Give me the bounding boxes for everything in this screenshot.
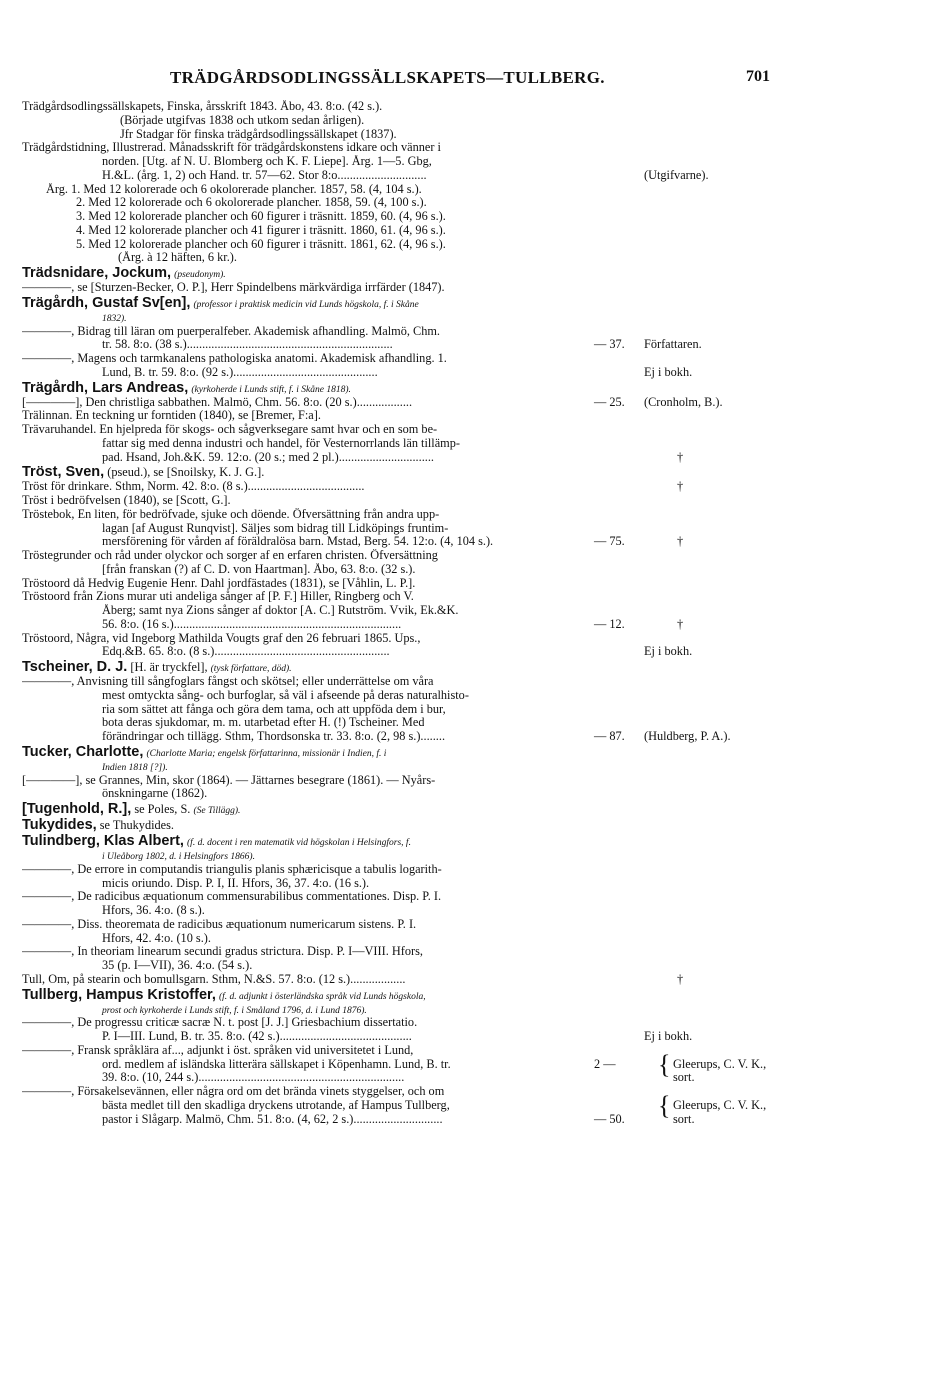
catalog-line xyxy=(22,464,802,480)
entry-price: — 37. xyxy=(594,337,625,352)
catalog-line xyxy=(22,703,802,717)
entry-text: Trädgårdsodlingssällskapets, Finska, årsskrift 1843. Åbo, 43. 8:o. (42 s.). xyxy=(22,100,383,113)
catalog-line xyxy=(22,535,802,549)
catalog-line xyxy=(22,522,802,536)
entry-publisher: Ej i bokh. xyxy=(644,1029,693,1043)
catalog-line xyxy=(22,904,802,918)
entry-headword: Tukydides, xyxy=(22,817,97,833)
catalog-line xyxy=(22,590,802,604)
entry-text: ————, Magens och tarmkanalens pathologiska anatomi. Akademisk afhandling. 1. xyxy=(22,352,447,365)
entry-publisher: (Utgifvarne). xyxy=(644,167,709,182)
catalog-line xyxy=(22,973,802,987)
entry-text: Trävaruhandel. En hjelpreda för skogs- och sågverksegare samt hvar och en som be- xyxy=(22,423,438,436)
catalog-line xyxy=(22,890,802,904)
entry-text: ————, De radicibus æquationum commensurabilibus commentationes. Disp. P. I. xyxy=(22,890,442,904)
page-number: 701 xyxy=(746,68,770,85)
catalog-line xyxy=(22,716,802,730)
entry-headword: Tulindberg, Klas Albert, xyxy=(22,833,184,849)
entry-text: Tröstoord då Hedvig Eugenie Henr. Dahl jordfästades (1831), se [Våhlin, L. P.]. xyxy=(22,576,416,590)
entry-text: Tröstebok, En liten, för bedröfvade, sjuke och döende. Öfversättning från andra upp- xyxy=(22,507,440,521)
dagger-mark: † xyxy=(677,971,684,986)
catalog-line xyxy=(22,945,802,959)
running-header xyxy=(0,68,928,92)
entry-publisher: Gleerups, C. V. K., xyxy=(673,1097,767,1112)
catalog-line xyxy=(22,1016,802,1030)
catalog-line xyxy=(22,817,802,833)
entry-text: 56. 8:o. (16 s.).......................................................................... xyxy=(102,617,402,631)
entry-text: lagan [af August Runqvist]. Säljes som bidrag till Lidköpings fruntim- xyxy=(102,521,449,535)
entry-text: ord. medlem af isländska litterära sällskapet i Köpenhamn. Lund, B. tr. xyxy=(102,1057,451,1071)
entry-text: Hfors, 36. 4:o. (8 s.). xyxy=(102,904,205,917)
catalog-line xyxy=(22,730,802,744)
catalog-line xyxy=(22,1085,802,1099)
catalog-line xyxy=(22,183,802,197)
entry-text: Tull, Om, på stearin och bomullsgarn. Sthm, N.&S. 57. 8:o. (12 s.).................. xyxy=(22,972,406,986)
catalog-line xyxy=(22,1044,802,1058)
catalog-line xyxy=(22,959,802,973)
entry-text: 2. Med 12 kolorerade och 6 okolorerade plancher. 1858, 59. (4, 100 s.). xyxy=(76,196,427,210)
catalog-line xyxy=(22,549,802,563)
entry-note: (kyrkoherde i Lunds stift, f. i Skåne 1818). xyxy=(191,384,351,395)
catalog-line xyxy=(22,451,802,465)
catalog-line xyxy=(22,155,802,169)
entry-publisher: Ej i bokh. xyxy=(644,364,693,379)
catalog-line xyxy=(22,563,802,577)
catalog-line xyxy=(22,604,802,618)
catalog-line xyxy=(22,1003,802,1017)
catalog-line xyxy=(22,1030,802,1044)
entry-text: Tröstegrunder och råd under olyckor och sorger af en erfaren christen. Öfversättning xyxy=(22,549,438,562)
entry-text: Tröstoord, Några, vid Ingeborg Mathilda Vougts graf den 26 februari 1865. Ups., xyxy=(22,631,421,645)
entry-note: (professor i praktisk medicin vid Lunds högskola, f. i Skåne xyxy=(193,299,419,310)
catalog-line xyxy=(22,325,802,339)
entry-text: Hfors, 42. 4:o. (10 s.). xyxy=(102,931,211,945)
entry-text: norden. [Utg. af N. U. Blomberg och K. F. Liepe]. Årg. 1—5. Gbg, xyxy=(102,155,432,168)
entry-text: Trädgårdstidning, Illustrerad. Månadsskrift för trädgårdskonstens idkare och vänner i xyxy=(22,141,441,155)
entry-text: ————, se [Sturzen-Becker, O. P.], Herr Spindelbens märkvärdiga irrfärder (1847). xyxy=(22,281,445,294)
dagger-mark: † xyxy=(677,534,684,549)
entry-note: prost och kyrkoherde i Lunds stift, f. i Småland 1796, d. i Lund 1876). xyxy=(102,1005,367,1016)
catalog-line xyxy=(22,1113,802,1127)
entry-text: 3. Med 12 kolorerade plancher och 60 figurer i träsnitt. 1859, 60. (4, 96 s.). xyxy=(76,210,446,223)
entry-price: — 75. xyxy=(594,534,625,549)
entry-publisher: Gleerups, C. V. K., xyxy=(673,1056,767,1071)
entry-text: tr. 58. 8:o. (38 s.)................................................................... xyxy=(102,338,393,352)
catalog-line xyxy=(22,689,802,703)
entry-note: 1832). xyxy=(102,313,127,324)
entry-publisher: (Cronholm, B.). xyxy=(644,394,723,409)
entry-headword: Tröst, Sven, xyxy=(22,464,105,481)
entry-text: ————, In theoriam linearum secundi gradus strictura. Disp. P. I—VIII. Hfors, xyxy=(22,945,423,959)
entry-text: Tröst för drinkare. Sthm, Norm. 42. 8:o. (8 s.)...................................... xyxy=(22,480,365,494)
entry-headword: Tullberg, Hampus Kristoffer, xyxy=(22,986,216,1003)
brace-mark: { xyxy=(658,1049,671,1079)
entry-publisher: Författaren. xyxy=(644,337,702,352)
entry-headword: Tscheiner, D. J. xyxy=(22,659,128,675)
entry-text: förändringar och tillägg. Sthm, Thordsonska tr. 33. 8:o. (2, 98 s.)........ xyxy=(102,730,446,743)
entry-publisher: sort. xyxy=(673,1070,695,1085)
entry-text: (Började utgifvas 1838 och utkom sedan årligen). xyxy=(120,113,365,127)
entry-text: (pseud.), se [Snoilsky, K. J. G.]. xyxy=(107,465,265,480)
entry-text: ————, Anvisning till sångfoglars fångst och skötsel; eller underrättelse om våra xyxy=(22,675,434,688)
catalog-line xyxy=(22,480,802,494)
catalog-line xyxy=(22,338,802,352)
entry-publisher: sort. xyxy=(673,1111,695,1126)
catalog-line xyxy=(22,863,802,877)
entry-note: (Charlotte Maria; engelsk författarinna, missionär i Indien, f. i xyxy=(146,748,387,759)
catalog-line xyxy=(22,675,802,689)
entry-text: önskningarne (1862). xyxy=(102,787,208,801)
entry-text: [————], se Grannes, Min, skor (1864). — Jättarnes besegrare (1861). — Nyårs- xyxy=(22,773,436,787)
entry-text: Tröst i bedröfvelsen (1840), se [Scott, G.]. xyxy=(22,494,231,507)
entry-text: 39. 8:o. (10, 244 s.)................................................................... xyxy=(102,1071,405,1085)
entry-publisher: (Huldberg, P. A.). xyxy=(644,729,731,743)
entry-text: P. I—III. Lund, B. tr. 35. 8:o. (42 s.)........................................... xyxy=(102,1030,412,1043)
entry-text: ria som sättet att fånga och göra dem tama, och att uppföda dem i bur, xyxy=(102,702,446,716)
entry-text: Lund, B. tr. 59. 8:o. (92 s.)............................................... xyxy=(102,365,378,379)
entry-text: Jfr Stadgar för finska trädgårdsodlingssällskapet (1837). xyxy=(120,127,397,141)
entry-text: ————, De progressu criticæ sacræ N. t. post [J. J.] Griesbachium dissertatio. xyxy=(22,1016,418,1030)
entry-headword: Trägårdh, Lars Andreas, xyxy=(22,379,189,396)
dagger-mark: † xyxy=(677,449,684,464)
entry-text: Trälinnan. En teckning ur forntiden (1840), se [Bremer, F:a]. xyxy=(22,409,321,423)
catalog-line xyxy=(22,877,802,891)
entry-price: — 25. xyxy=(594,394,625,409)
entry-text: Tröstoord från Zions murar uti andeliga sånger af [P. F.] Hiller, Ringberg och V. xyxy=(22,590,414,604)
entry-text: [H. är tryckfel], xyxy=(130,660,208,674)
entry-text: H.&L. (årg. 1, 2) och Hand. tr. 57—62. Stor 8:o............................. xyxy=(102,168,427,182)
entry-note: (pseudonym). xyxy=(174,270,226,280)
entry-note: (tysk författare, död). xyxy=(210,664,292,674)
catalog-line xyxy=(22,437,802,451)
catalog-line xyxy=(22,281,802,295)
entry-text: micis oriundo. Disp. P. I, II. Hfors, 36, 37. 4:o. (16 s.). xyxy=(102,876,370,890)
catalog-line xyxy=(22,508,802,522)
entry-text: pastor i Slågarp. Malmö, Chm. 51. 8:o. (4, 62, 2 s.)............................. xyxy=(102,1112,443,1126)
entry-text: se Thukydides. xyxy=(99,818,174,832)
entry-text: [från franskan (?) af C. D. von Haartman]. Åbo, 63. 8:o. (32 s.). xyxy=(102,562,416,576)
catalog-line xyxy=(22,744,802,760)
catalog-line xyxy=(22,760,802,774)
entry-text: pad. Hsand, Joh.&K. 59. 12:o. (20 s.; med 2 pl.)............................... xyxy=(102,450,434,464)
entry-text: 4. Med 12 kolorerade plancher och 41 figurer i träsnitt. 1860, 61. (4, 96 s.). xyxy=(76,223,446,237)
entry-price: — 12. xyxy=(594,616,625,631)
catalog-line xyxy=(22,849,802,863)
entry-headword: [Tugenhold, R.], xyxy=(22,801,132,817)
catalog-line xyxy=(22,169,802,183)
entry-note: Indien 1818 [?]). xyxy=(102,762,168,773)
entry-text: ————, Bidrag till läran om puerperalfeber. Akademisk afhandling. Malmö, Chm. xyxy=(22,324,441,338)
catalog-line xyxy=(22,366,802,380)
entry-text: mest omtyckta sång- och burfoglar, så väl i afseende på deras naturalhisto- xyxy=(102,688,469,702)
catalog-line xyxy=(22,196,802,210)
catalog-line xyxy=(22,409,802,423)
catalog-line xyxy=(22,396,802,410)
catalog-line xyxy=(22,238,802,252)
catalog-line xyxy=(22,423,802,437)
entry-text: bästa medlet till den skadliga dryckens utrotande, af Hampus Tullberg, xyxy=(102,1098,450,1112)
catalog-line xyxy=(22,932,802,946)
entry-text: 5. Med 12 kolorerade plancher och 60 figurer i träsnitt. 1861, 62. (4, 96 s.). xyxy=(76,237,446,251)
entry-note: (f. d. docent i ren matematik vid högskolan i Helsingfors, f. xyxy=(187,838,411,848)
entry-text: 35 (p. I—VII), 36. 4:o. (54 s.). xyxy=(102,959,253,972)
catalog-line xyxy=(22,987,802,1003)
catalog-line xyxy=(22,833,802,849)
entry-text: (Årg. à 12 häften, 6 kr.). xyxy=(118,251,237,265)
catalog-line xyxy=(22,787,802,801)
entry-note: (f. d. adjunkt i österländska språk vid Lunds högskola, xyxy=(218,991,426,1002)
catalog-line xyxy=(22,311,802,325)
entry-publisher: Ej i bokh. xyxy=(644,644,693,659)
entry-text: ————, Diss. theoremata de radicibus æquationum numericarum sistens. P. I. xyxy=(22,917,417,931)
catalog-line xyxy=(22,251,802,265)
catalog-line xyxy=(22,645,802,659)
catalog-line xyxy=(22,210,802,224)
entry-headword: Trädsnidare, Jockum, xyxy=(22,265,172,281)
catalog-line xyxy=(22,352,802,366)
catalog-line xyxy=(22,295,802,311)
catalog-entries xyxy=(22,100,802,1126)
catalog-line xyxy=(22,577,802,591)
entry-text: [————], Den christliga sabbathen. Malmö, Chm. 56. 8:o. (20 s.).................. xyxy=(22,395,413,409)
catalog-line xyxy=(22,100,802,114)
catalog-line xyxy=(22,265,802,281)
entry-text: ————, De errore in computandis triangulis planis sphæricisque a tabulis logarith- xyxy=(22,862,442,876)
header-title: TRÄDGÅRDSODLINGSSÄLLSKAPETS—TULLBERG. xyxy=(170,68,605,87)
catalog-line xyxy=(22,128,802,142)
entry-headword: Trägårdh, Gustaf Sv[en], xyxy=(22,294,191,311)
brace-mark: { xyxy=(658,1090,671,1120)
catalog-line xyxy=(22,380,802,396)
catalog-line xyxy=(22,1071,802,1085)
entry-note: i Uleåborg 1802, d. i Helsingfors 1866). xyxy=(102,852,255,862)
entry-text: ————, Försakelsevännen, eller några ord om det brända vinets styggelser, och om xyxy=(22,1085,445,1098)
entry-note: (Se Tillägg). xyxy=(193,806,241,816)
entry-text: mersförening för vården af föräldralösa barn. Mstad, Berg. 54. 12:o. (4, 104 s.). xyxy=(102,535,494,549)
entry-text: bota deras sjukdomar, m. m. utarbetad efter H. (!) Tscheiner. Med xyxy=(102,716,425,730)
dagger-mark: † xyxy=(677,479,684,494)
entry-text: Edq.&B. 65. 8:o. (8 s.)......................................................... xyxy=(102,645,390,659)
entry-price: 2 — xyxy=(594,1056,616,1071)
catalog-line xyxy=(22,801,802,817)
entry-price: — 50. xyxy=(594,1111,625,1126)
catalog-line xyxy=(22,918,802,932)
entry-text: se Poles, S. xyxy=(134,802,191,816)
entry-text: Åberg; samt nya Zions sånger af doktor [A. C.] Rutström. Vvik, Ek.&K. xyxy=(102,604,459,617)
entry-headword: Tucker, Charlotte, xyxy=(22,743,144,760)
dagger-mark: † xyxy=(677,616,684,631)
entry-text: ————, Fransk språklära af..., adjunkt i öst. språken vid universitetet i Lund, xyxy=(22,1043,414,1057)
catalog-line xyxy=(22,114,802,128)
entry-text: fattar sig med denna industri och handel, för Vesternorrlands län tillämp- xyxy=(102,436,460,450)
catalog-line xyxy=(22,141,802,155)
catalog-line xyxy=(22,632,802,646)
catalog-line xyxy=(22,774,802,788)
catalog-line xyxy=(22,494,802,508)
catalog-line xyxy=(22,224,802,238)
catalog-line xyxy=(22,618,802,632)
entry-text: Årg. 1. Med 12 kolorerade och 6 okolorerade plancher. 1857, 58. (4, 104 s.). xyxy=(46,182,422,196)
catalog-line xyxy=(22,659,802,675)
entry-price: — 87. xyxy=(594,729,625,743)
